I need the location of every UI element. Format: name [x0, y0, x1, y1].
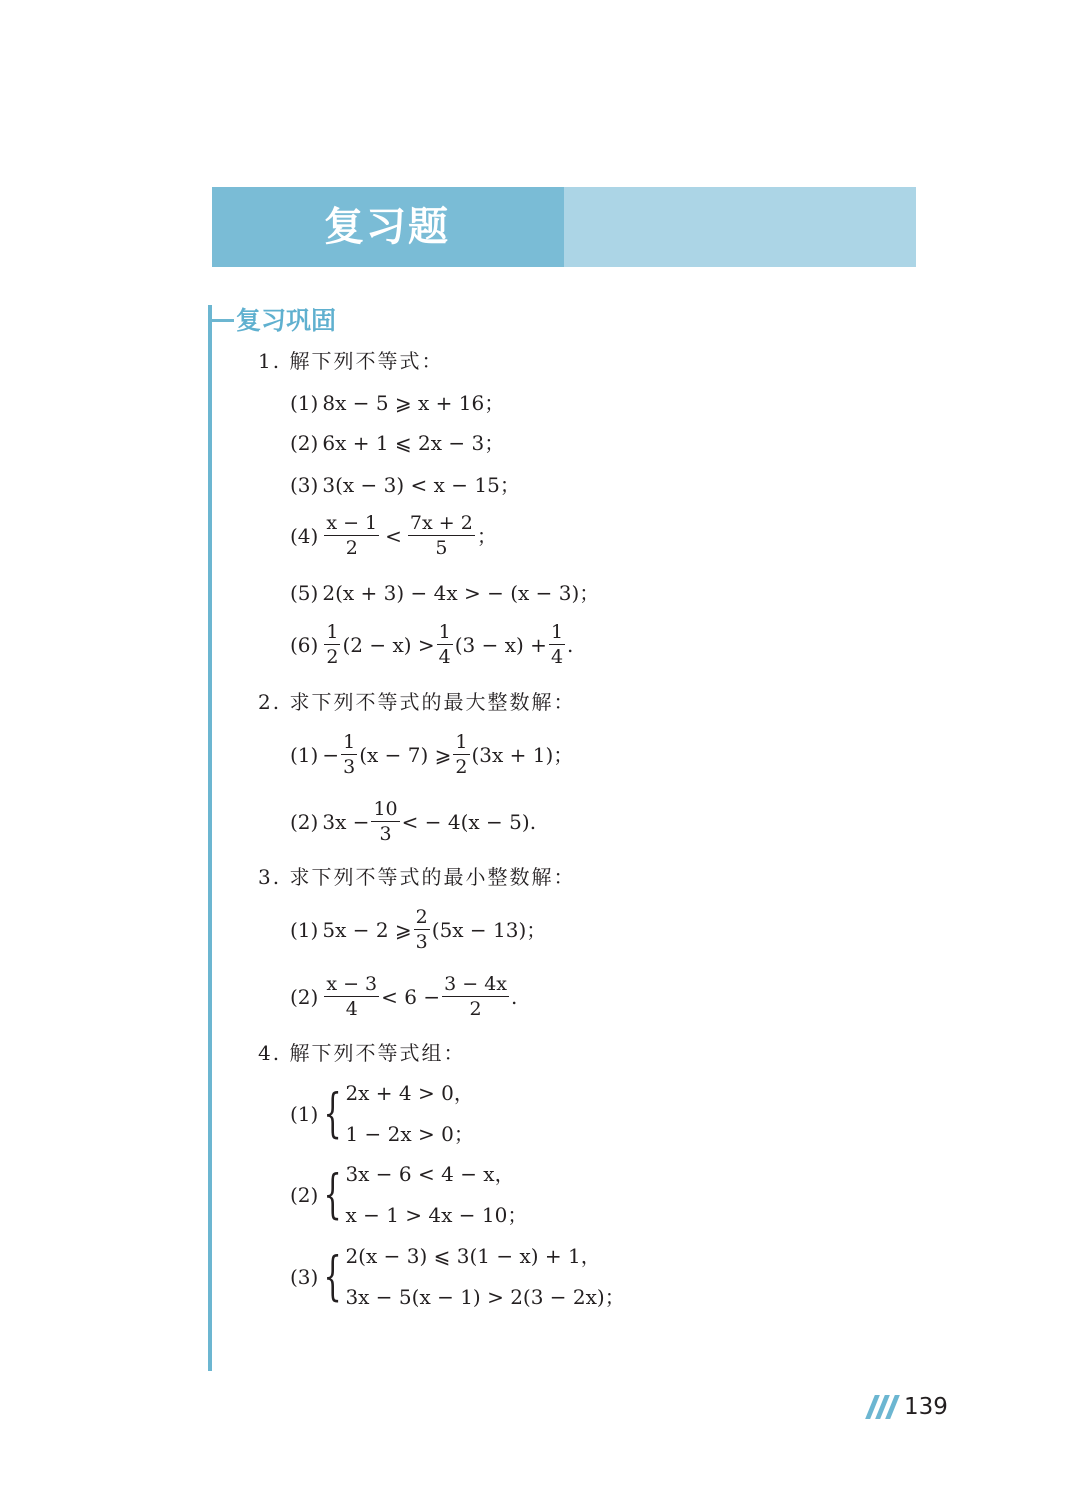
numerator: 2	[415, 906, 428, 928]
question-3-title: 3. 求下列不等式的最小整数解：	[258, 865, 576, 889]
item-tag: (3)	[290, 473, 319, 497]
expression-part: 5x − 2 ⩾	[322, 918, 412, 942]
numerator: 1	[326, 621, 339, 643]
item-tag: (5)	[290, 581, 319, 605]
q4-item-3	[290, 1236, 625, 1318]
system-line: x − 1 > 4x − 10；	[345, 1203, 528, 1227]
fraction	[549, 623, 565, 667]
numerator: 3 − 4x	[444, 973, 508, 995]
denominator: 2	[326, 646, 339, 668]
question-1-title: 1. 解下列不等式：	[258, 349, 444, 373]
denominator: 2	[455, 756, 468, 778]
fraction	[408, 514, 475, 558]
system-line: 2(x − 3) ⩽ 3(1 − x) + 1，	[345, 1244, 601, 1268]
item-tag: (1)	[290, 1102, 319, 1126]
terminator: ；	[476, 524, 497, 548]
numerator: 1	[550, 621, 564, 643]
expression-part: (3x + 1)；	[471, 743, 574, 767]
fraction	[437, 623, 453, 667]
denominator: 5	[435, 537, 448, 559]
item-tag: (2)	[290, 431, 319, 455]
page-number: 139	[904, 1394, 948, 1420]
system-lines	[345, 1154, 527, 1236]
denominator: 4	[550, 646, 564, 668]
system-line: 2x + 4 > 0，	[345, 1081, 474, 1105]
q3-item-2	[290, 975, 517, 1019]
page-number-block	[870, 1393, 948, 1421]
q3-item-1	[290, 908, 546, 952]
denominator: 2	[345, 537, 358, 559]
q1-item-3	[290, 471, 520, 499]
expression-part: −	[322, 743, 340, 767]
slash-decoration-icon	[870, 1395, 900, 1419]
q4-item-1	[290, 1073, 474, 1155]
inequality-system	[322, 1154, 527, 1236]
inequality: 2(x + 3) − 4x > − (x − 3)；	[322, 581, 600, 605]
section-heading-tick	[208, 319, 234, 322]
expression-part: (x − 7) ⩾	[359, 743, 452, 767]
item-tag: (3)	[290, 1265, 319, 1289]
terminator: .	[567, 633, 574, 657]
question-4-title: 4. 解下列不等式组：	[258, 1041, 466, 1065]
q2-item-2	[290, 800, 536, 844]
system-line: 1 − 2x > 0；	[345, 1122, 474, 1146]
inequality-system	[322, 1236, 624, 1318]
left-brace: {	[323, 1084, 342, 1144]
denominator: 3	[415, 931, 428, 953]
fraction	[341, 733, 357, 777]
section-title: 复习巩固	[236, 306, 337, 335]
expression-part: (5x − 13)；	[431, 918, 547, 942]
q1-item-1	[290, 389, 504, 417]
expression-part: (3 − x) +	[454, 633, 547, 657]
fraction	[324, 514, 379, 558]
section-vertical-rule	[208, 305, 212, 1371]
item-tag: (1)	[290, 743, 319, 767]
item-tag: (2)	[290, 810, 319, 834]
q2-item-1	[290, 733, 573, 777]
fraction	[324, 975, 379, 1019]
left-brace: {	[323, 1165, 342, 1225]
expression-part: (2 − x) >	[342, 633, 435, 657]
expression-part: < 6 −	[381, 985, 441, 1009]
q4-item-2	[290, 1154, 527, 1236]
system-lines	[345, 1236, 624, 1318]
item-tag: (2)	[290, 1183, 319, 1207]
numerator: 1	[438, 621, 451, 643]
denominator: 3	[379, 823, 392, 845]
item-tag: (4)	[290, 524, 319, 548]
item-tag: (2)	[290, 985, 319, 1009]
fraction	[324, 623, 340, 667]
system-line: 3x − 6 < 4 − x，	[345, 1162, 515, 1186]
page-title: 复习题	[324, 204, 450, 250]
item-tag: (1)	[290, 918, 319, 942]
numerator: 1	[455, 731, 468, 753]
question-2-title: 2. 求下列不等式的最大整数解：	[258, 690, 576, 714]
q1-item-2	[290, 429, 504, 457]
fraction	[414, 908, 430, 952]
inequality: 8x − 5 ⩾ x + 16；	[322, 391, 505, 415]
denominator: 2	[469, 998, 482, 1020]
title-banner	[212, 187, 916, 267]
expression-part: < − 4(x − 5).	[401, 810, 537, 834]
numerator: 10	[373, 798, 398, 820]
inequality: 3(x − 3) < x − 15；	[322, 473, 520, 497]
system-line: 3x − 5(x − 1) > 2(3 − 2x)；	[345, 1285, 625, 1309]
denominator: 3	[343, 756, 356, 778]
item-tag: (6)	[290, 633, 319, 657]
q1-item-6	[290, 623, 573, 667]
item-tag: (1)	[290, 391, 319, 415]
numerator: x − 3	[326, 973, 378, 995]
numerator: 7x + 2	[409, 512, 473, 534]
q1-item-4	[290, 514, 497, 558]
terminator: .	[511, 985, 518, 1009]
inequality: 6x + 1 ⩽ 2x − 3；	[322, 431, 505, 455]
fraction	[442, 975, 509, 1019]
fraction	[371, 800, 399, 844]
q1-item-5	[290, 579, 599, 607]
banner-light-block	[564, 187, 916, 267]
denominator: 4	[345, 998, 358, 1020]
left-brace: {	[323, 1247, 342, 1307]
expression-part: 3x −	[322, 810, 370, 834]
numerator: 1	[343, 731, 356, 753]
denominator: 4	[438, 646, 451, 668]
fraction	[453, 733, 469, 777]
system-lines	[345, 1073, 473, 1155]
operator: <	[385, 524, 402, 548]
inequality-system	[322, 1073, 474, 1155]
numerator: x − 1	[326, 512, 378, 534]
